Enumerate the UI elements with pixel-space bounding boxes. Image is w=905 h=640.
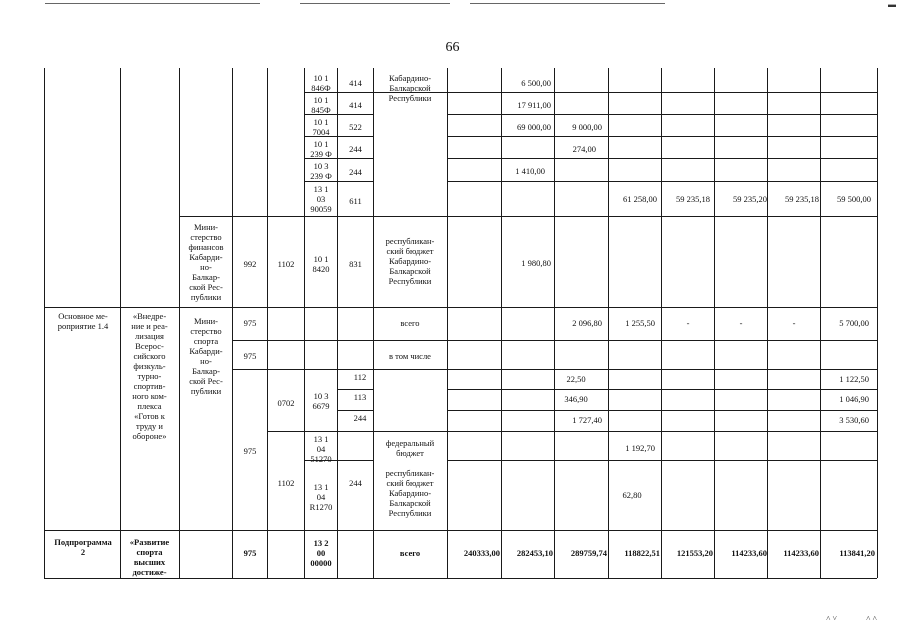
table-hline <box>447 460 877 461</box>
cell-value: 59 235,18 <box>676 194 710 204</box>
cell-value: 1 046,90 <box>839 394 869 404</box>
page-number: 66 <box>445 40 460 55</box>
table-hline <box>179 216 877 217</box>
table-hline <box>447 114 877 115</box>
cell-grbs: 975 <box>243 548 257 558</box>
scan-mark: ˄ ˄ <box>866 614 878 623</box>
table-hline <box>304 181 373 182</box>
table-vline <box>501 68 502 578</box>
cell-value: 346,90 <box>564 394 588 404</box>
cell-value: 59 235,18 <box>785 194 819 204</box>
cell-grbs: 975 <box>243 446 257 456</box>
cell-source: всего <box>399 548 421 558</box>
cell-vr: 244 <box>353 413 367 423</box>
scan-mark: ▬ <box>888 0 896 9</box>
table-vline <box>44 68 45 578</box>
table-vline <box>554 68 555 578</box>
cell-vr: 244 <box>349 167 362 177</box>
table-hline <box>447 410 877 411</box>
cell-value: 69 000,00 <box>517 122 551 132</box>
cell-value: 114233,60 <box>731 548 767 558</box>
table-vline <box>267 68 268 578</box>
cell-source: всего <box>400 318 420 328</box>
cell-value: 114233,60 <box>783 548 819 558</box>
cell-value: 22,50 <box>566 374 586 384</box>
cell-code: 10 1 8420 <box>312 254 330 274</box>
cell-code: 13 2 00 00000 <box>310 538 332 568</box>
cell-value: 1 192,70 <box>625 443 655 453</box>
table-hline <box>447 181 877 182</box>
cell-code: 10 1 846Ф <box>311 73 331 93</box>
cell-value: 1 122,50 <box>839 374 869 384</box>
cell-source: в том числе <box>389 351 431 361</box>
cell-source: республикан- ский бюджет Кабардино- Балкарской Республики <box>385 468 435 518</box>
cell-vr: 522 <box>349 122 362 132</box>
cell-rzpr: 1102 <box>277 259 295 269</box>
cell-value: 274,00 <box>572 144 596 154</box>
table-hline <box>44 578 877 579</box>
cell-event-name: «Внедре- ние и реа- лизация Всерос- сийского физкуль- турно- спортив- ного ком- плекса «Готов к труду и обороне» <box>131 311 168 441</box>
cell-code: 10 1 239 Ф <box>310 139 332 159</box>
cell-value: 1 255,50 <box>625 318 655 328</box>
cell-grbs: 975 <box>243 351 257 361</box>
table-hline <box>447 389 877 390</box>
table-hline <box>337 410 373 411</box>
cell-value: 1 980,80 <box>521 258 551 268</box>
cell-value: - <box>686 318 690 328</box>
cell-source: Кабардино- Балкарской Республики <box>388 73 432 103</box>
cell-code: 10 1 7004 <box>312 117 330 137</box>
cell-value: 282453,10 <box>516 548 553 558</box>
scan-mark: ˄ ˅ <box>826 614 838 623</box>
table-hline <box>447 158 877 159</box>
cell-grbs: 992 <box>243 259 257 269</box>
cell-vr: 112 <box>353 372 367 382</box>
cell-value: 62,80 <box>622 490 642 500</box>
table-vline <box>820 68 821 578</box>
cell-value: 1 727,40 <box>572 415 602 425</box>
cell-subprogram-name: «Развитие спорта высших достиже- <box>129 537 170 577</box>
cell-value: 118822,51 <box>624 548 660 558</box>
cell-value: 3 530,60 <box>839 415 869 425</box>
cell-executor: Мини- стерство спорта Кабарди- но- Балкар- ской Рес- публики <box>189 316 223 396</box>
cell-vr: 831 <box>349 259 362 269</box>
cell-code: 13 1 04 R1270 <box>309 482 333 512</box>
cell-grbs: 975 <box>243 318 257 328</box>
cell-code: 10 3 239 Ф <box>310 161 332 181</box>
table-vline <box>877 68 878 578</box>
table-hline <box>44 307 877 308</box>
cell-executor: Мини- стерство финансов Кабарди- но- Балкар- ской Рес- публики <box>188 222 224 302</box>
cell-vr: 244 <box>349 478 362 488</box>
cell-value: 2 096,80 <box>572 318 602 328</box>
cell-vr: 113 <box>353 392 367 402</box>
cell-value: 289759,74 <box>570 548 607 558</box>
cell-code: 10 1 845Ф <box>311 95 331 115</box>
cell-source: республикан- ский бюджет Кабардино- Балкарской Республики <box>385 236 435 286</box>
cell-code: 13 1 04 51270 <box>310 434 332 464</box>
table-vline <box>447 68 448 578</box>
table-hline <box>447 136 877 137</box>
cell-value: 9 000,00 <box>572 122 602 132</box>
cell-value: 61 258,00 <box>623 194 657 204</box>
table-hline <box>267 431 877 432</box>
cell-value: 59 500,00 <box>837 194 871 204</box>
cell-value: - <box>739 318 743 328</box>
table-hline <box>337 389 373 390</box>
cell-value: 1 410,00 <box>515 166 545 176</box>
cell-value: 240333,00 <box>463 548 500 558</box>
cell-value: - <box>792 318 796 328</box>
cell-value: 59 235,20 <box>733 194 767 204</box>
cell-status: Подпрограмма 2 <box>54 537 112 557</box>
cell-vr: 414 <box>349 100 362 110</box>
cell-value: 113841,20 <box>839 548 875 558</box>
cell-value: 121553,20 <box>676 548 713 558</box>
cell-rzpr: 1102 <box>277 478 295 488</box>
cell-source: федеральный бюджет <box>385 438 435 458</box>
cell-value: 5 700,00 <box>839 318 869 328</box>
table-hline <box>44 530 877 531</box>
cell-vr: 244 <box>349 144 362 154</box>
cell-vr: 611 <box>349 196 362 206</box>
cell-value: 17 911,00 <box>517 100 551 110</box>
cell-vr: 414 <box>349 78 362 88</box>
cell-code: 10 3 6679 <box>312 391 330 411</box>
cell-code: 13 1 03 90059 <box>310 184 332 214</box>
cell-status: Основное ме- роприятие 1.4 <box>57 311 109 331</box>
cell-value: 6 500,00 <box>521 78 551 88</box>
cell-rzpr: 0702 <box>277 398 295 408</box>
